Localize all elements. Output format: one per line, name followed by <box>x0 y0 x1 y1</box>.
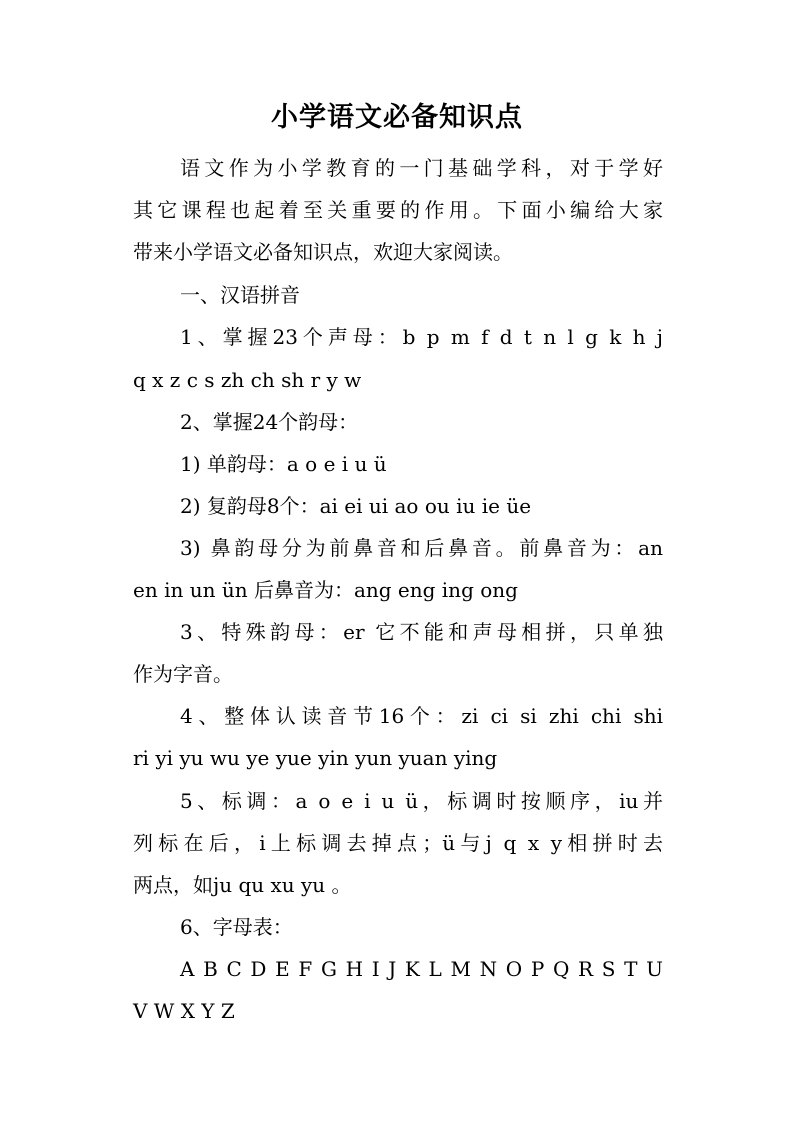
paragraph-line: 列标在后，i上标调去掉点；ü与j q x y相拼时去 <box>133 831 663 855</box>
paragraph-line: 其它课程也起着至关重要的作用。下面小编给大家 <box>133 198 663 222</box>
paragraph-line: 3、特殊韵母：er 它不能和声母相拼，只单独 <box>180 620 663 644</box>
paragraph-line: 3) 鼻韵母分为前鼻音和后鼻音。前鼻音为：an <box>180 536 663 560</box>
section-heading: 一、汉语拼音 <box>180 283 300 307</box>
alphabet-line: V W X Y Z <box>133 999 235 1023</box>
paragraph-line: 1) 单韵母：a o e i u ü <box>180 452 387 476</box>
paragraph-line: 语文作为小学教育的一门基础学科，对于学好 <box>180 156 663 180</box>
paragraph-line: 作为字音。 <box>133 662 233 686</box>
paragraph-line: q x z c s zh ch sh r y w <box>133 368 362 392</box>
paragraph-line: 2、掌握24个韵母： <box>180 410 359 434</box>
alphabet-line: A B C D E F G H I J K L M N O P Q R S T U <box>180 957 663 981</box>
paragraph-line: 2) 复韵母8个：ai ei ui ao ou iu ie üe <box>180 494 532 518</box>
paragraph-line: en in un ün 后鼻音为：ang eng ing ong <box>133 578 518 602</box>
paragraph-line: 5、标调：a o e i u ü，标调时按顺序，iu并 <box>180 789 663 813</box>
paragraph-line: ri yi yu wu ye yue yin yun yuan ying <box>133 746 498 770</box>
document-title: 小学语文必备知识点 <box>271 102 523 133</box>
paragraph-line: 6、字母表： <box>180 915 293 939</box>
paragraph-line: 带来小学语文必备知识点，欢迎大家阅读。 <box>133 240 513 264</box>
paragraph-line: 4、整体认读音节16个：zi ci si zhi chi shi <box>180 704 663 728</box>
paragraph-line: 1、掌握23个声母：b p m f d t n l g k h j <box>180 325 663 349</box>
paragraph-line: 两点，如ju qu xu yu 。 <box>133 873 352 897</box>
